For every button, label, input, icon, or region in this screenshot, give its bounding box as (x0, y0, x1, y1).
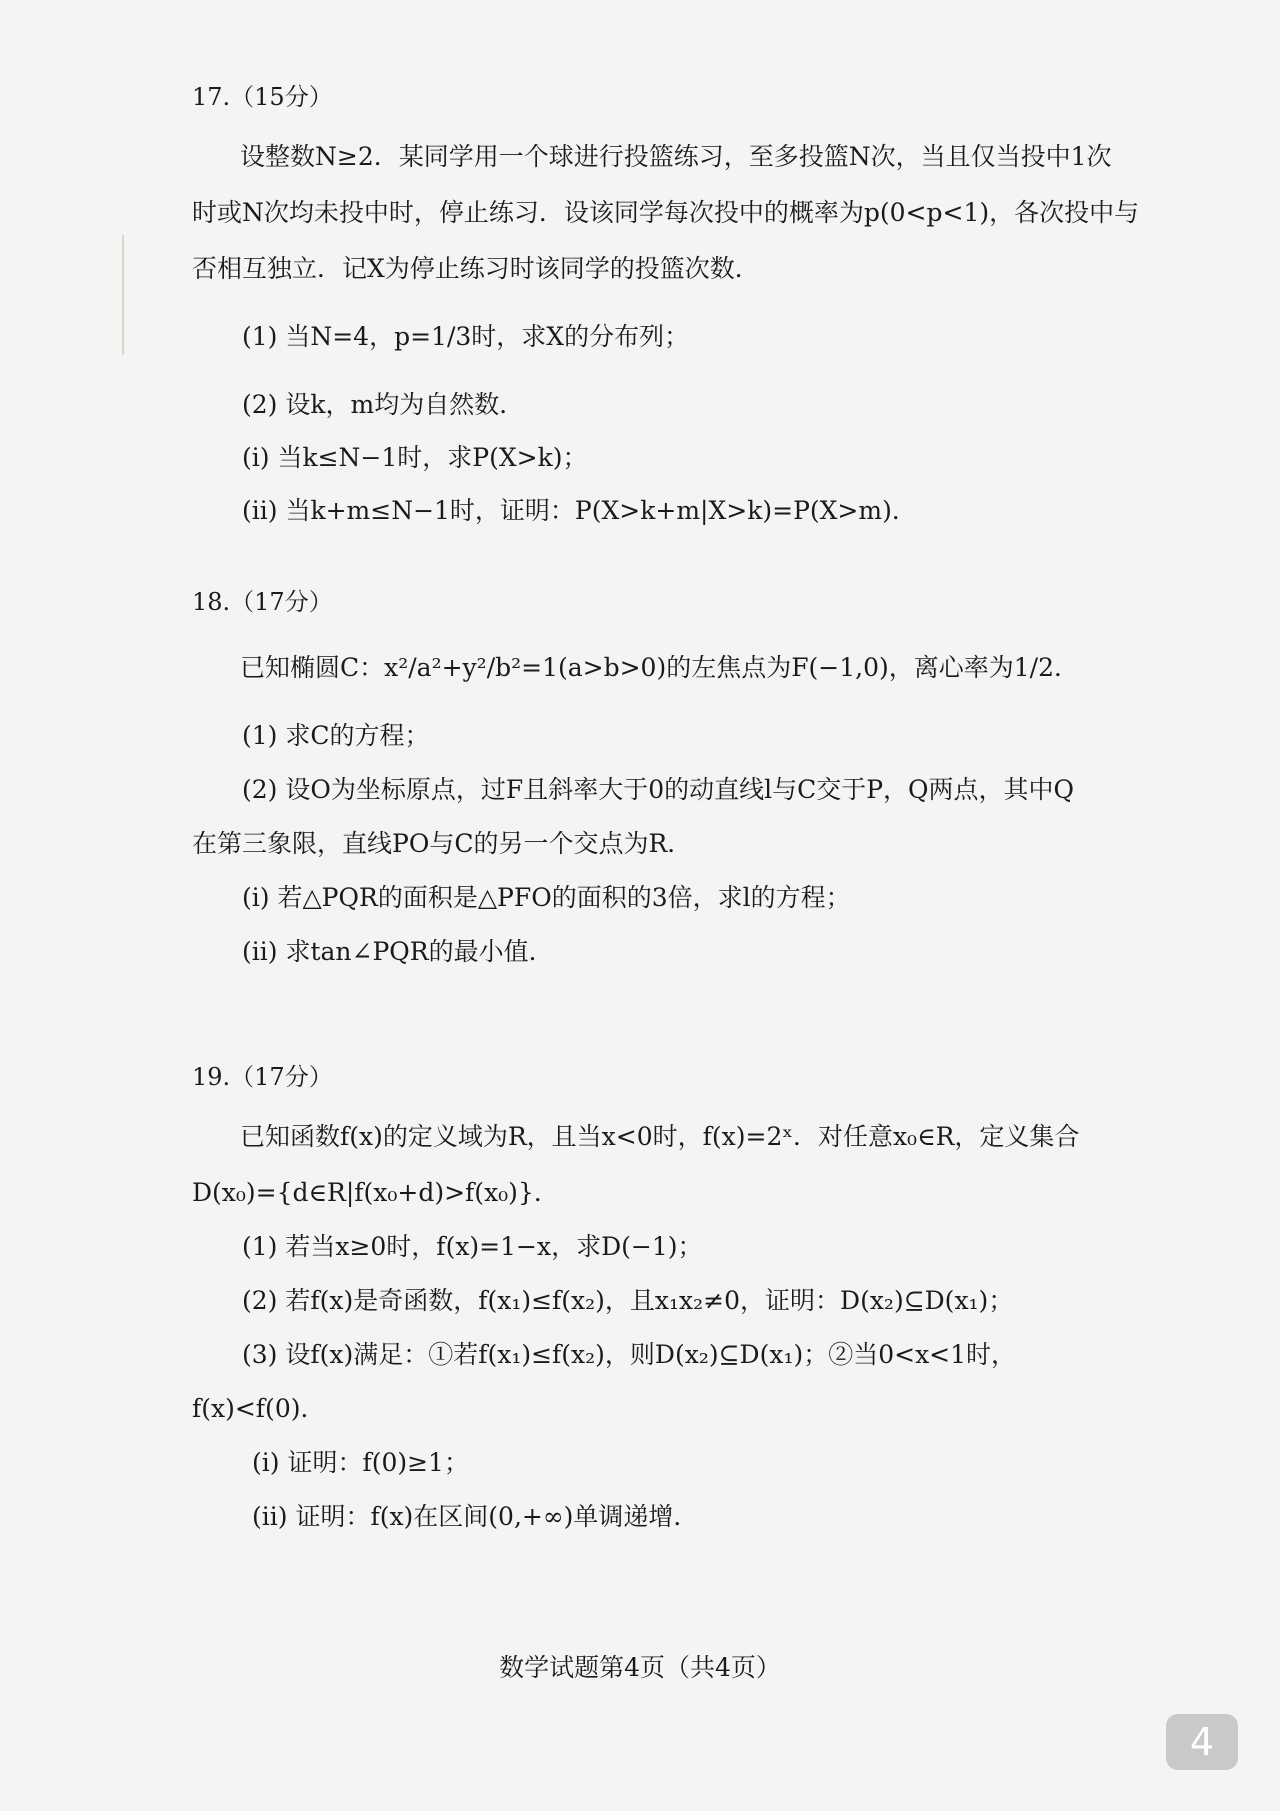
problem-19-part-3-ii: (ii) 证明：f(x)在区间(0,+∞)单调递增． (252, 1502, 699, 1531)
problem-17-part-1: (1) 当N=4，p=1/3时，求X的分布列； (242, 322, 690, 351)
problem-18-part-1: (1) 求C的方程； (242, 721, 430, 750)
problem-17 (192, 82, 1192, 526)
problem-17-part-2-i: (i) 当k≤N−1时，求P(X>k)； (242, 443, 588, 472)
problem-18 (192, 587, 1192, 967)
problem-18-part-2-ii: (ii) 求tan∠PQR的最小值． (242, 937, 554, 966)
problem-17-part-2-ii: (ii) 当k+m≤N−1时，证明：P(X>k+m|X>k)=P(X>m)． (242, 496, 917, 525)
page-footer: 数学试题第4页（共4页） (499, 1653, 781, 1682)
problem-19-line-1: 已知函数f(x)的定义域为R，且当x<0时，f(x)=2ˣ．对任意x₀∈R，定义集合 (240, 1122, 1080, 1151)
problem-19-line-2: D(x₀)={d∈R|f(x₀+d)>f(x₀)}． (192, 1178, 559, 1207)
problem-19-header: 19.（17分） (192, 1063, 333, 1091)
problem-17-header: 17.（15分） (192, 83, 333, 111)
problem-18-line-4: 在第三象限，直线PO与C的另一个交点为R． (192, 829, 693, 858)
problem-18-part-2-i: (i) 若△PQR的面积是△PFO的面积的3倍，求l的方程； (242, 883, 851, 912)
binding-edge-line (122, 235, 124, 355)
problem-17-part-2: (2) 设k，m均为自然数． (242, 390, 525, 419)
problem-19-part-3: (3) 设f(x)满足：①若f(x₁)≤f(x₂)，则D(x₂)⊆D(x₁)；②当0<x<1时， (242, 1340, 1017, 1369)
problem-19-part-3-i: (i) 证明：f(0)≥1； (252, 1448, 469, 1477)
problem-17-line-3: 否相互独立．记X为停止练习时该同学的投篮次数． (192, 254, 760, 283)
problem-19-line-6: f(x)<f(0)． (192, 1394, 326, 1423)
problem-18-header: 18.（17分） (192, 588, 333, 616)
page-number-badge[interactable]: 4 (1166, 1714, 1238, 1770)
problem-19-part-2: (2) 若f(x)是奇函数，f(x₁)≤f(x₂)，且x₁x₂≠0，证明：D(x₂)⊆D(x₁)； (242, 1286, 1014, 1315)
problem-18-part-2: (2) 设O为坐标原点，过F且斜率大于0的动直线l与C交于P，Q两点，其中Q (242, 775, 1075, 804)
problem-19-part-1: (1) 若当x≥0时，f(x)=1−x，求D(−1)； (242, 1232, 703, 1261)
problem-18-line-1: 已知椭圆C：x²/a²+y²/b²=1(a>b>0)的左焦点为F(−1,0)，离心率为1/2． (240, 653, 1080, 682)
problem-17-line-2: 时或N次均未投中时，停止练习．设该同学每次投中的概率为p(0<p<1)，各次投中与 (192, 198, 1140, 227)
problem-19 (192, 1062, 1192, 1532)
problem-17-line-1: 设整数N≥2．某同学用一个球进行投篮练习，至多投篮N次，当且仅当投中1次 (240, 142, 1112, 171)
